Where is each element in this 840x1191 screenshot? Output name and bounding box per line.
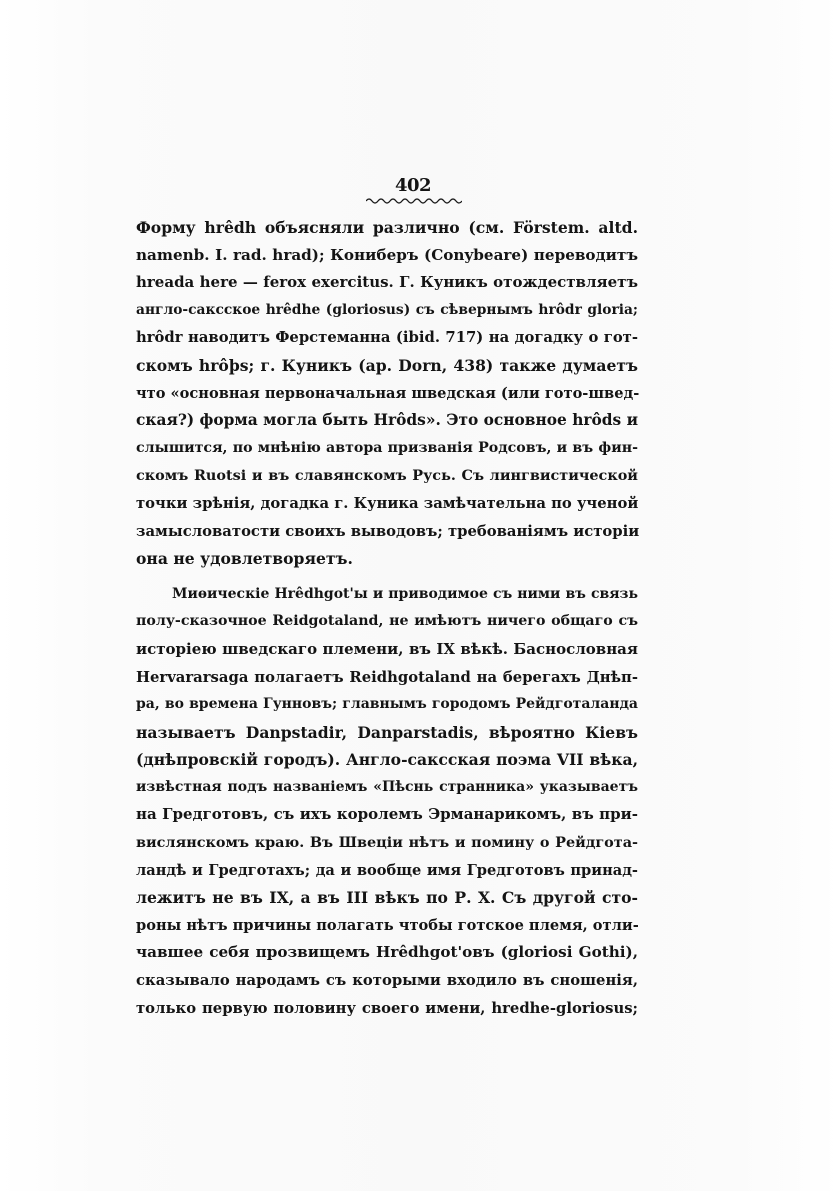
text-line: замысловатости своихъ выводовъ; требованіямъ исторіи <box>136 522 640 540</box>
text-line: сказывало народамъ съ которыми входило въ сношенія, <box>136 972 638 990</box>
text-line: вислянскомъ краю. Въ Швеціи нѣтъ и помину о Рейдгота- <box>136 834 638 852</box>
text-line: hreada here — ferox exercitus. Г. Куникъ отождествляетъ <box>136 273 638 292</box>
text-line: Миѳическіе Hrêdhgot'ы и приводимое съ ними въ связь <box>172 585 638 602</box>
text-line: hrôdr наводитъ Ферстеманна (ibid. 717) на догадку о гот- <box>136 329 638 347</box>
text-line: скомъ hrôþs; г. Куникъ (ap. Dorn, 438) также думаетъ <box>136 355 638 375</box>
paragraph-1 <box>136 214 638 573</box>
text-line: на Гредготовъ, съ ихъ королемъ Эрманарикомъ, въ при- <box>136 805 638 824</box>
text-line: что «основная первоначальная шведская (или гото-швед- <box>136 384 640 402</box>
text-line: называетъ Danpstadir, Danparstadis, вѣроятно Кіевъ <box>136 722 638 742</box>
paragraph-gap <box>136 573 638 581</box>
text-line: Hervararsaga полагаетъ Reidhgotaland на берегахъ Днѣп- <box>136 668 638 686</box>
text-line: только первую половину своего имени, hredhe-gloriosus; <box>136 999 638 1017</box>
text-line: точки зрѣнія, догадка г. Куника замѣчательна по ученой <box>136 494 639 512</box>
page-number: 402 <box>394 175 432 196</box>
text-line: Форму hrêdh объясняли различно (см. Förstem. altd. <box>136 218 638 237</box>
text-line: лежитъ не въ IX, а въ III вѣкъ по Р. Х. Съ другой сто- <box>136 888 638 908</box>
text-line: извѣстная подъ названіемъ «Пѣснь странника» указываетъ <box>136 778 638 795</box>
text-line: ская?) форма могла быть Hrôds». Это основное hrôds и <box>136 411 638 430</box>
text-line: исторіею шведскаго племени, въ IX вѣкѣ. Баснословная <box>136 639 638 658</box>
text-line: англо-саксское hrêdhe (gloriosus) съ сѣвернымъ hrôdr gloria; <box>136 301 638 318</box>
wavy-ornament-rule <box>366 197 462 205</box>
text-line: ландѣ и Гредготахъ; да и вообще имя Гредготовъ принад- <box>136 861 638 879</box>
text-line: namenb. I. rad. hrad); Кониберъ (Conybeare) переводитъ <box>136 245 638 264</box>
body-text <box>136 214 638 1022</box>
text-line: роны нѣтъ причины полагать чтобы готское племя, отли- <box>136 916 639 934</box>
text-line: (днѣпровскій городъ). Англо-саксская поэма VII вѣка, <box>136 750 638 770</box>
text-line: полу-сказочное Reidgotaland, не имѣютъ ничего общаго съ <box>136 613 638 630</box>
text-line: чавшее себя прозвищемъ Hrêdhgot'овъ (gloriosi Gothi), <box>136 943 638 962</box>
text-line: она не удовлетворяетъ. <box>136 549 353 569</box>
paragraph-2 <box>136 581 638 1023</box>
text-line: ра, во времена Гунновъ; главнымъ городомъ Рейдготаланда <box>136 696 638 713</box>
text-line: слышится, по мнѣнію автора призванія Родсовъ, и въ фин- <box>136 439 638 456</box>
text-line: скомъ Ruotsi и въ славянскомъ Русь. Съ лингвистической <box>136 467 638 485</box>
